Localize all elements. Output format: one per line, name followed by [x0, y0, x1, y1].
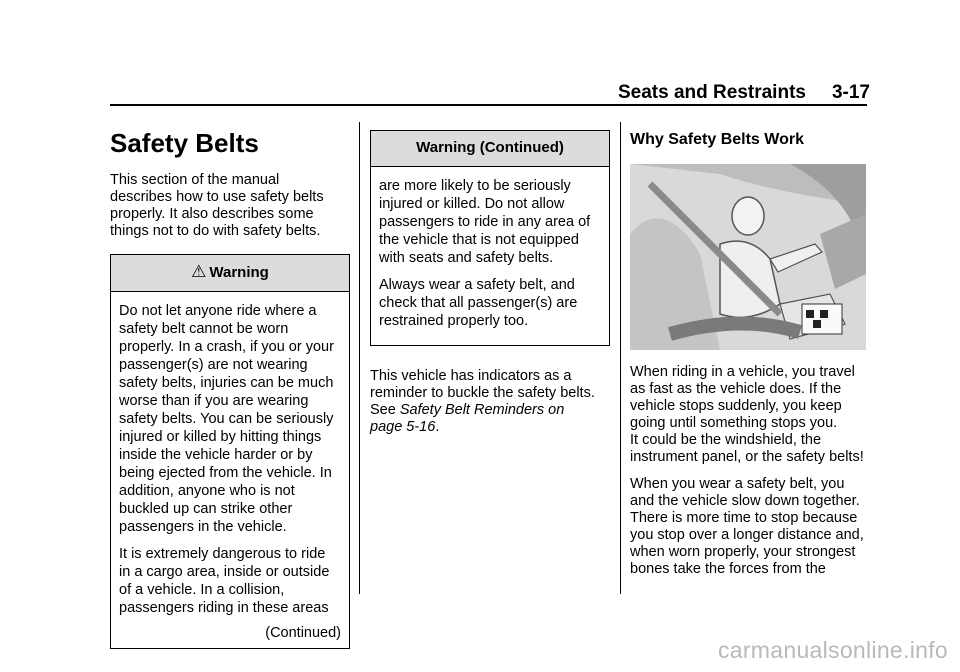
warning-body: [371, 167, 609, 345]
text-line: passengers in the vehicle.: [119, 519, 287, 535]
text-line: properly. It also describes some: [110, 206, 314, 222]
crash-test-illustration: [630, 164, 866, 350]
text-line: There is more time to stop because: [630, 510, 858, 526]
column-1: [110, 120, 350, 649]
text-line: vehicle stops suddenly, you keep: [630, 398, 842, 414]
section-title: Seats and Restraints: [618, 82, 806, 103]
text-line: Always wear a safety belt, and: [379, 277, 575, 293]
text-line: things not to do with safety belts.: [110, 223, 321, 239]
text-line: inside the vehicle harder or by: [119, 447, 313, 463]
text-line: of a vehicle. In a collision,: [119, 582, 285, 598]
text-line: injured or killed by hitting things: [119, 429, 322, 445]
intro-paragraph: [110, 172, 350, 240]
warning-title: [111, 255, 349, 292]
header-rule: [110, 104, 867, 106]
text-line: as fast as the vehicle does. If the: [630, 381, 842, 397]
warning-paragraph-1: [379, 177, 601, 267]
text-line: safety belts. You can be seriously: [119, 411, 334, 427]
column-divider-2: [620, 122, 621, 594]
text-line: when worn properly, your strongest: [630, 544, 856, 560]
text-line: reminder to buckle the safety belts.: [370, 385, 595, 401]
text-line: When riding in a vehicle, you travel: [630, 364, 855, 380]
page-number: 3-17: [831, 82, 870, 103]
section-heading: Why Safety Belts Work: [630, 131, 804, 148]
text-line: restrained properly too.: [379, 313, 529, 329]
text-line: addition, anyone who is not: [119, 483, 295, 499]
text-line: with seats and safety belts.: [379, 250, 554, 266]
warning-box-continued: [370, 130, 610, 346]
text-line: .: [435, 419, 440, 435]
text-line: This vehicle has indicators as a: [370, 368, 572, 384]
text-line: worse than if you are wearing: [119, 393, 309, 409]
warning-paragraph-2: [379, 276, 601, 330]
text-line: instrument panel, or the safety belts!: [630, 449, 864, 465]
text-line: check that all passenger(s) are: [379, 295, 578, 311]
text-line: being ejected from the vehicle. In: [119, 465, 332, 481]
watermark: carmanualsonline.info: [717, 637, 948, 663]
text-line: you stop over a longer distance and,: [630, 527, 864, 543]
text-line: When you wear a safety belt, you: [630, 476, 845, 492]
page-title: Safety Belts: [110, 128, 259, 158]
text-line: in a cargo area, inside or outside: [119, 564, 330, 580]
crash-dummy-image: [630, 164, 866, 350]
continued-label: (Continued): [265, 625, 341, 641]
paragraph-2: [630, 476, 870, 578]
text-line: It could be the windshield, the: [630, 432, 822, 448]
page-header: [618, 82, 870, 104]
warning-paragraph-1: [119, 302, 341, 536]
text-line: passengers to ride in any area of: [379, 214, 591, 230]
text-line: buckled up can strike other: [119, 501, 293, 517]
text-line: the vehicle that is not equipped: [379, 232, 579, 248]
column-2: [370, 120, 610, 446]
warning-body: [111, 292, 349, 648]
text-line: properly. In a crash, if you or your: [119, 339, 334, 355]
warning-triangle-icon: ⚠: [191, 262, 207, 281]
text-line: Do not let anyone ride where a: [119, 303, 317, 319]
column-3: [630, 120, 870, 588]
column-divider-1: [359, 122, 360, 594]
text-line: See: [370, 402, 396, 418]
text-line: describes how to use safety belts: [110, 189, 324, 205]
text-line: safety belts, injuries can be much: [119, 375, 334, 391]
warning-box: [110, 254, 350, 649]
text-line: passengers riding in these areas: [119, 600, 329, 616]
cross-reference-page[interactable]: page 5-16: [370, 419, 436, 435]
warning-title: Warning (Continued): [371, 131, 609, 167]
text-line: passenger(s) are not wearing: [119, 357, 308, 373]
warning-paragraph-2: [119, 545, 341, 617]
cross-reference-link[interactable]: Safety Belt Reminders on: [399, 402, 565, 418]
text-line: This section of the manual: [110, 172, 280, 188]
text-line: It is extremely dangerous to ride: [119, 546, 326, 562]
text-line: bones take the forces from the: [630, 561, 826, 577]
text-line: going until something stops you.: [630, 415, 838, 431]
text-line: are more likely to be seriously: [379, 178, 571, 194]
text-line: safety belt cannot be worn: [119, 321, 289, 337]
warning-title-text: Warning: [209, 264, 269, 281]
indicator-paragraph: [370, 368, 610, 436]
paragraph-1: [630, 364, 870, 466]
text-line: injured or killed. Do not allow: [379, 196, 565, 212]
text-line: and the vehicle slow down together.: [630, 493, 860, 509]
